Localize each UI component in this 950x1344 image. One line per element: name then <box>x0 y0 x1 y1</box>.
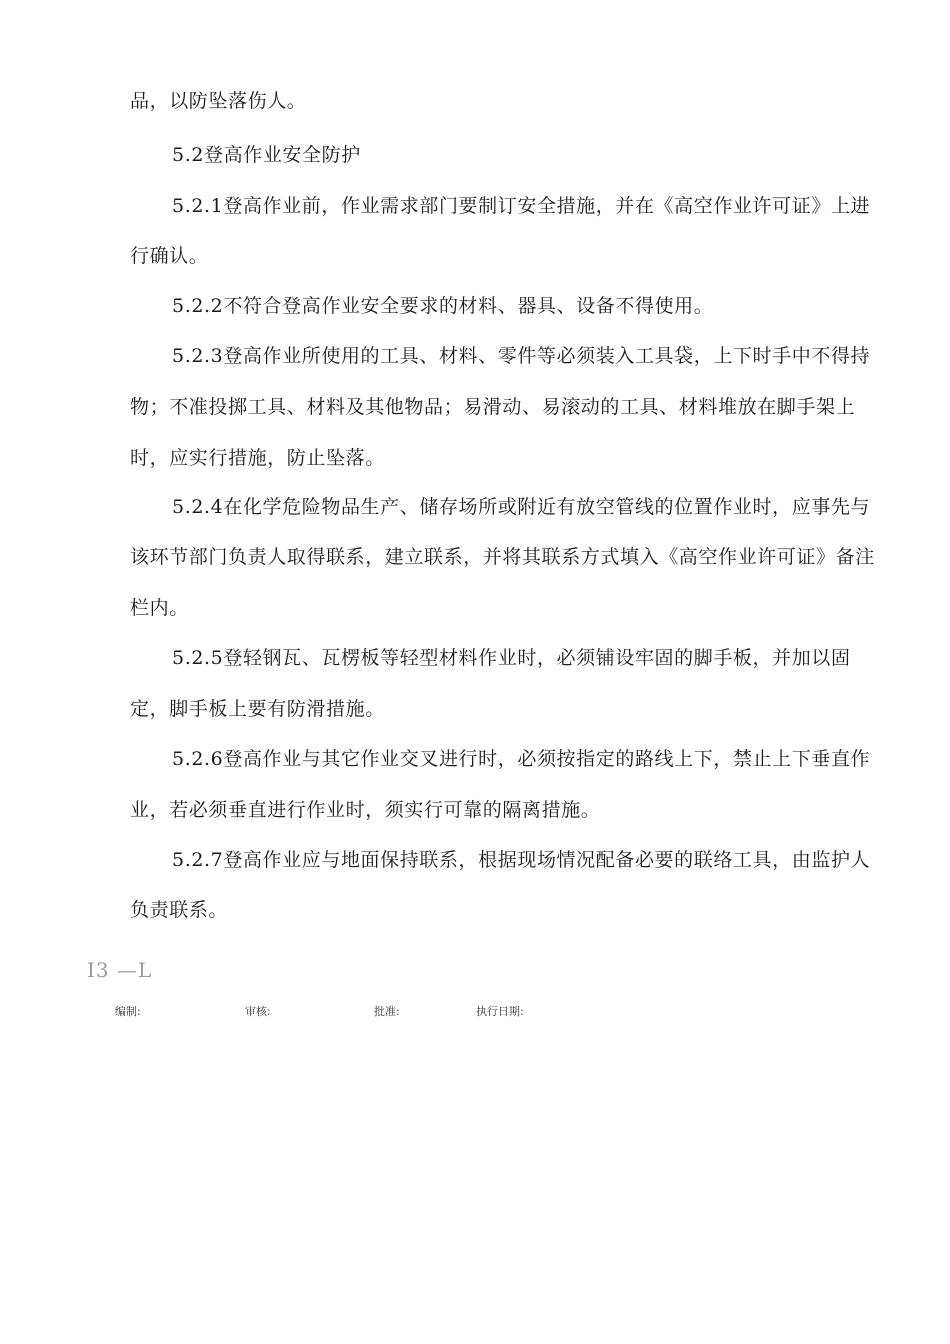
paragraph-line: 该环节部门负责人取得联系，建立联系，并将其联系方式填入《高空作业许可证》备注 <box>130 546 875 568</box>
prepared-by-label: 编制: <box>115 1005 141 1018</box>
paragraph-line: 5.2.7登高作业应与地面保持联系，根据现场情况配备必要的联络工具，由监护人 <box>172 849 871 871</box>
paragraph-line: 物；不准投掷工具、材料及其他物品；易滑动、易滚动的工具、材料堆放在脚手架上 <box>130 396 856 418</box>
paragraph-line: 品，以防坠落伤人。 <box>130 90 307 112</box>
paragraph-line: 5.2.5登轻钢瓦、瓦楞板等轻型材料作业时，必须铺设牢固的脚手板，并加以固 <box>172 647 851 669</box>
paragraph-line: 栏内。 <box>130 597 189 619</box>
paragraph-line: 5.2.3登高作业所使用的工具、材料、零件等必须装入工具袋，上下时手中不得持 <box>172 345 871 367</box>
paragraph-line: 时，应实行措施，防止坠落。 <box>130 447 385 469</box>
paragraph-line: 行确认。 <box>130 245 209 267</box>
effective-date-label: 执行日期: <box>476 1005 524 1018</box>
paragraph-line: 负责联系。 <box>130 899 229 921</box>
paragraph-line: 5.2.2不符合登高作业安全要求的材料、器具、设备不得使用。 <box>172 295 714 317</box>
paragraph-line: 5.2.4在化学危险物品生产、储存场所或附近有放空管线的位置作业时，应事先与 <box>172 496 871 518</box>
paragraph-line: 5.2.1登高作业前，作业需求部门要制订安全措施，并在《高空作业许可证》上进 <box>172 195 871 217</box>
section-heading: 5.2登高作业安全防护 <box>172 144 361 166</box>
paragraph-line: 定，脚手板上要有防滑措施。 <box>130 698 385 720</box>
approved-by-label: 批准: <box>374 1005 400 1018</box>
faded-stamp-mark: I3 —L <box>87 958 153 982</box>
paragraph-line: 5.2.6登高作业与其它作业交叉进行时，必须按指定的路线上下，禁止上下垂直作 <box>172 748 871 770</box>
reviewed-by-label: 审核: <box>245 1005 271 1018</box>
paragraph-line: 业，若必须垂直进行作业时，须实行可靠的隔离措施。 <box>130 799 601 821</box>
